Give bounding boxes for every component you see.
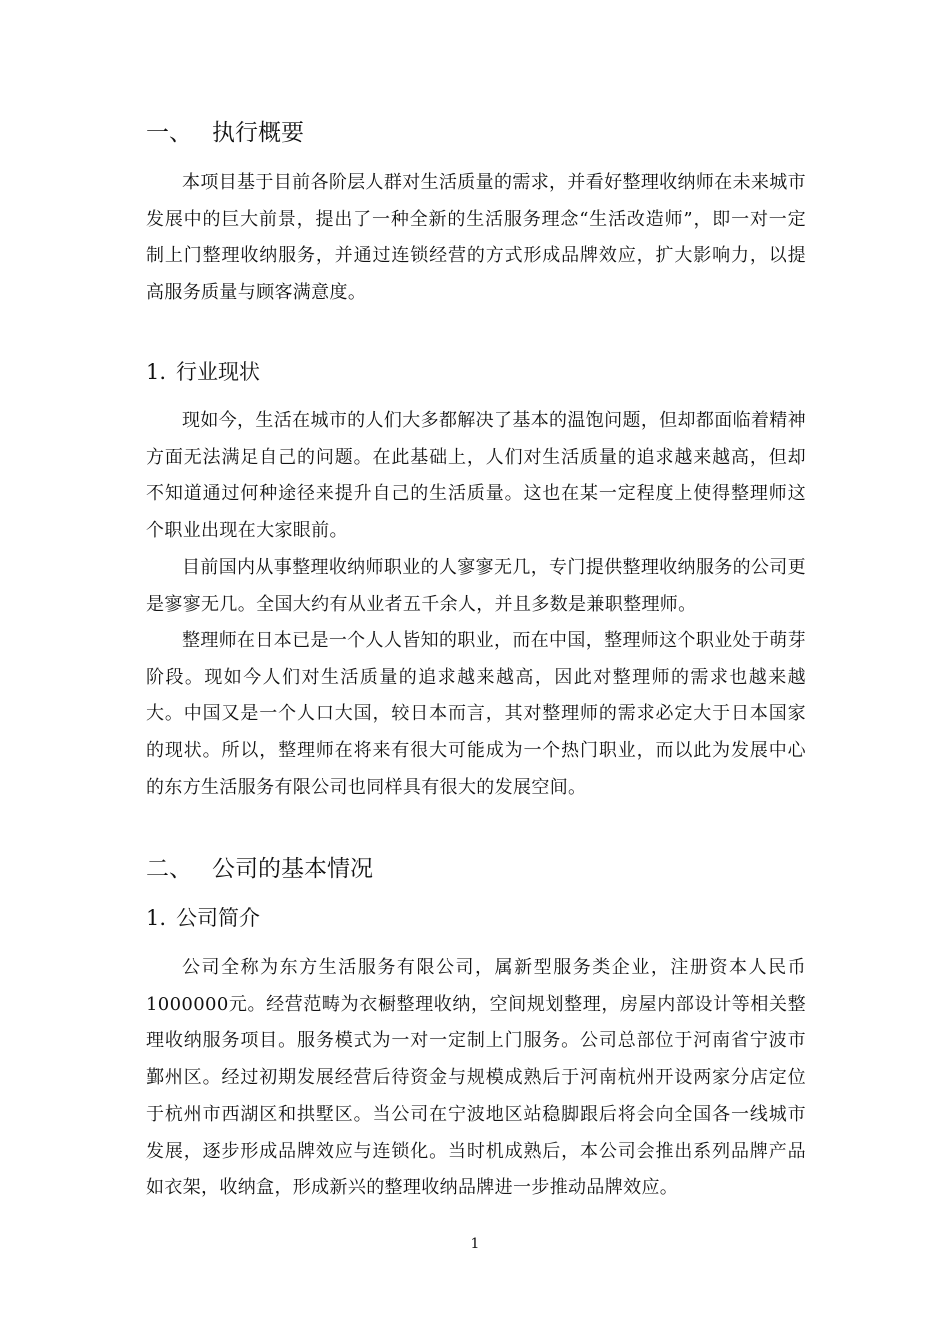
subsection-heading-industry-status (146, 358, 260, 386)
section-heading-company-basics (146, 854, 373, 884)
section-number: 二、 (146, 856, 192, 882)
paragraph-executive-summary: 本项目基于目前各阶层人群对生活质量的需求，并看好整理收纳师在未来城市发展中的巨大前景，提出了一种全新的生活服务理念“生活改造师”，即一对一定制上门整理收纳服务，并通过连锁经营的方式形成品牌效应，扩大影响力，以提高服务质量与顾客满意度。 (146, 172, 806, 304)
subsection-number: 1. (146, 906, 167, 930)
subsection-heading-company-profile (146, 904, 260, 932)
paragraph-company-profile: 公司全称为东方生活服务有限公司，属新型服务类企业，注册资本人民币1000000元。经营范畴为衣橱整理收纳，空间规划整理，房屋内部设计等相关整理收纳服务项目。服务模式为一对一定制上门服务。公司总部位于河南省宁波市鄞州区。经过初期发展经营后待资金与规模成熟后于河南杭州开设两家分店定位于杭州市西湖区和拱墅区。当公司在宁波地区站稳脚跟后将会向全国各一线城市发展，逐步形成品牌效应与连锁化。当时机成熟后，本公司会推出系列品牌产品如衣架，收纳盒，形成新兴的整理收纳品牌进一步推动品牌效应。 (146, 957, 806, 1199)
subsection-title: 行业现状 (176, 360, 260, 384)
section-title: 公司的基本情况 (212, 856, 373, 882)
paragraph-industry-status-3: 整理师在日本已是一个人人皆知的职业，而在中国，整理师这个职业处于萌芽阶段。现如今人们对生活质量的追求越来越高，因此对整理师的需求也越来越大。中国又是一个人口大国，较日本而言，其对整理师的需求必定大于日本国家的现状。所以，整理师在将来有很大可能成为一个热门职业，而以此为发展中心的东方生活服务有限公司也同样具有很大的发展空间。 (146, 630, 806, 798)
subsection-title: 公司简介 (176, 906, 260, 930)
paragraph-industry-status-2: 目前国内从事整理收纳师职业的人寥寥无几，专门提供整理收纳服务的公司更是寥寥无几。全国大约有从业者五千余人，并且多数是兼职整理师。 (146, 557, 806, 615)
section-heading-executive-summary (146, 118, 304, 148)
paragraph-industry-status-1: 现如今，生活在城市的人们大多都解决了基本的温饱问题，但却都面临着精神方面无法满足自己的问题。在此基础上，人们对生活质量的追求越来越高，但却不知道通过何种途径来提升自己的生活质量。这也在某一定程度上使得整理师这个职业出现在大家眼前。 (146, 410, 806, 542)
section-number: 一、 (146, 120, 192, 146)
subsection-number: 1. (146, 360, 167, 384)
page-number: 1 (470, 1236, 480, 1252)
section-title: 执行概要 (212, 120, 304, 146)
